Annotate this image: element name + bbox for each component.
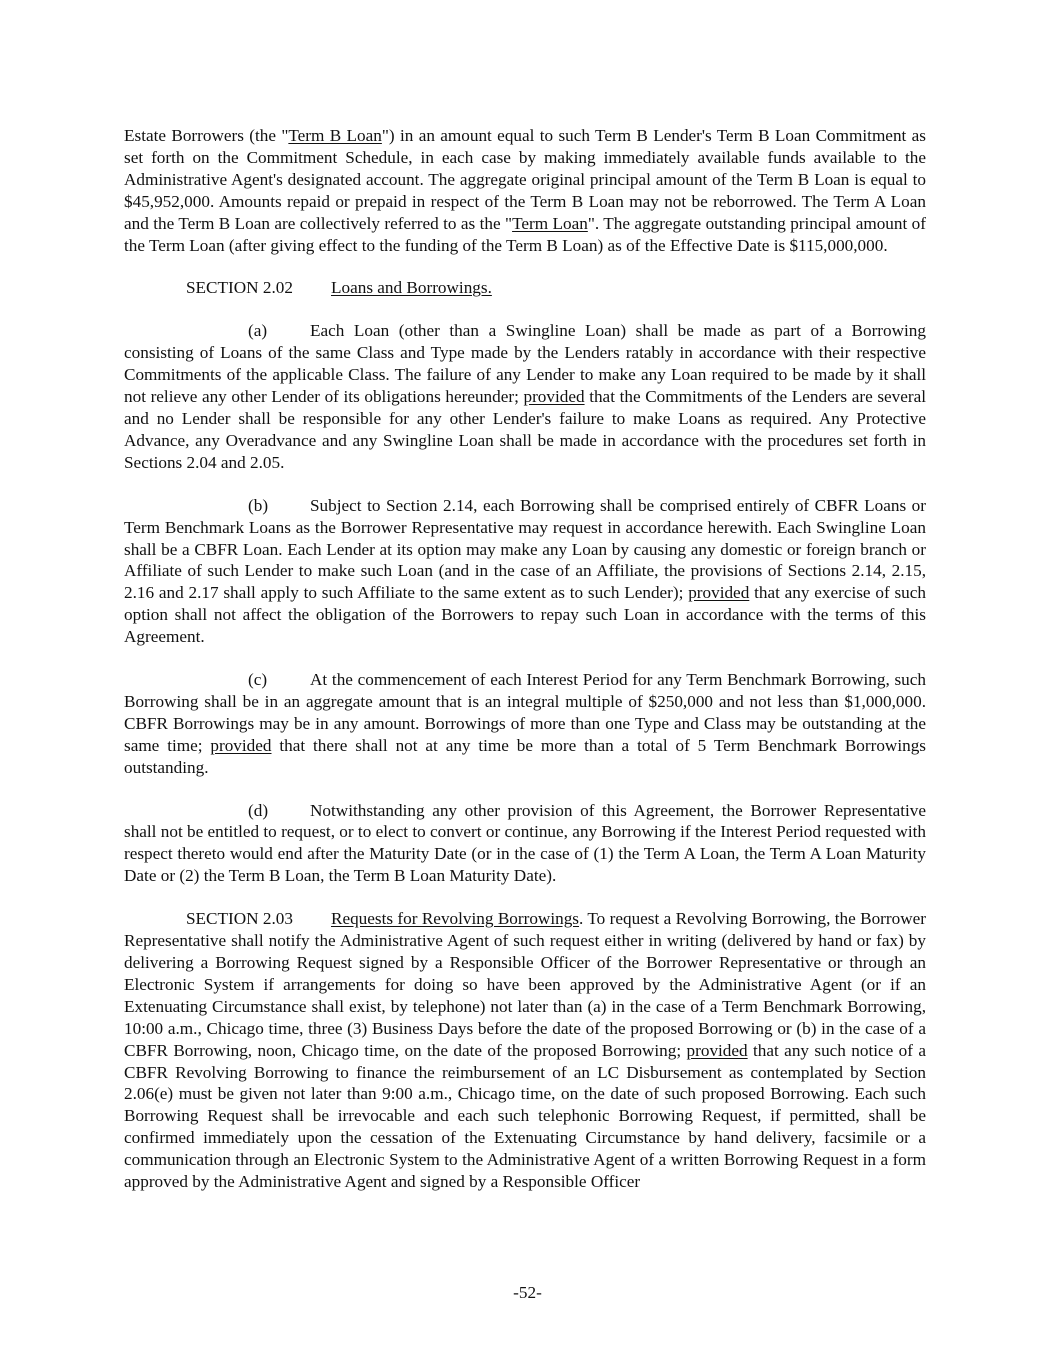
section-2-02-heading [124,277,926,299]
section-title: Loans and Borrowings. [331,278,492,298]
clause-label: (c) [248,670,268,690]
provided-term: provided [688,583,750,603]
term-b-loan-defined-term: Term B Loan [288,126,382,145]
provided-term: provided [523,387,585,407]
provided-term: provided [686,1040,748,1060]
document-body [124,125,926,1193]
section-2-03-paragraph: SECTION 2.03 Requests for Revolving Borrowings. To request a Revolving Borrowing, the Borrower Representative shall notify the Administrative Agent of such request either in writing (delivered by hand or fax) by delivering a Borrowing Request signed by a Responsible Officer of the Borrower Representative or through an Electronic System if arrangements for doing so have been approved by the Administrative Agent (or if an Extenuating Circumstance shall exist, by telephone) not later than (a) in the case of a Term Benchmark Borrowing, 10:00 a.m., Chicago time, three (3) Business Days before the date of the proposed Borrowing or (b) in the case of a CBFR Borrowing, noon, Chicago time, on the date of the proposed Borrowing; provided that any such notice of a CBFR Revolving Borrowing to finance the reimbursement of an LC Disbursement as contemplated by Section 2.06(e) must be given not later than 9:00 a.m., Chicago time, on the date of such proposed Borrowing. Each such Borrowing Request shall be irrevocable and each such telephonic Borrowing Request, if permitted, shall be confirmed immediately upon the cessation of the Extenuating Circumstance by hand delivery, facsimile or a communication through an Electronic System to the Administrative Agent of a written Borrowing Request in a form approved by the Administrative Agent and signed by a Responsible Officer [124,909,926,1192]
term-b-loan-paragraph: Estate Borrowers (the "Term B Loan") in an amount equal to such Term B Lender's Term B Loan Commitment as set forth on the Commitment Schedule, in each case by making immediately available funds available to the Administrative Agent's designated account. The aggregate original principal amount of the Term B Loan is equal to $45,952,000. Amounts repaid or prepaid in respect of the Term B Loan may not be reborrowed. The Term A Loan and the Term B Loan are collectively referred to as the "Term Loan". The aggregate outstanding principal amount of the Term Loan (after giving effect to the funding of the Term B Loan) as of the Effective Date is $115,000,000. [124,126,926,255]
section-title: Requests for Revolving Borrowings [331,909,579,929]
clause-label: (a) [248,321,268,341]
clause-label: (b) [248,495,269,515]
section-number: SECTION 2.02 [186,278,293,298]
provided-term: provided [210,735,272,755]
term-loan-defined-term: Term Loan [512,213,588,233]
page-number: -52- [513,1283,542,1302]
section-number: SECTION 2.03 [186,909,293,929]
clause-label: (d) [248,800,269,820]
clause-a-paragraph: (a) Each Loan (other than a Swingline Loan) shall be made as part of a Borrowing consisting of Loans of the same Class and Type made by the Lenders ratably in accordance with their respective Commitments of the applicable Class. The failure of any Lender to make any Loan required to be made by it shall not relieve any other Lender of its obligations hereunder; provided that the Commitments of the Lenders are several and no Lender shall be responsible for any other Lender's failure to make Loans as required. Any Protective Advance, any Overadvance and any Swingline Loan shall be made in accordance with the procedures set forth in Sections 2.04 and 2.05. [124,321,926,472]
clause-d-paragraph: (d) Notwithstanding any other provision of this Agreement, the Borrower Representative shall not be entitled to request, or to elect to convert or continue, any Borrowing if the Interest Period requested with respect thereto would end after the Maturity Date (or in the case of (1) the Term A Loan, the Term A Loan Maturity Date or (2) the Term B Loan, the Term B Loan Maturity Date). [124,800,926,886]
clause-b-paragraph: (b) Subject to Section 2.14, each Borrowing shall be comprised entirely of CBFR Loans or Term Benchmark Loans as the Borrower Representative may request in accordance herewith. Each Swingline Loan shall be a CBFR Loan. Each Lender at its option may make any Loan by causing any domestic or foreign branch or Affiliate of such Lender to make such Loan (and in the case of an Affiliate, the provisions of Sections 2.14, 2.15, 2.16 and 2.17 shall apply to such Affiliate to the same extent as to such Lender); provided that any exercise of such option shall not affect the obligation of the Borrowers to repay such Loan in accordance with the terms of this Agreement. [124,495,926,647]
clause-c-paragraph: (c) At the commencement of each Interest Period for any Term Benchmark Borrowing, such Borrowing shall be in an aggregate amount that is an integral multiple of $250,000 and not less than $1,000,000. CBFR Borrowings may be in any amount. Borrowings of more than one Type and Class may be outstanding at the same time; provided that there shall not at any time be more than a total of 5 Term Benchmark Borrowings outstanding. [124,670,926,777]
